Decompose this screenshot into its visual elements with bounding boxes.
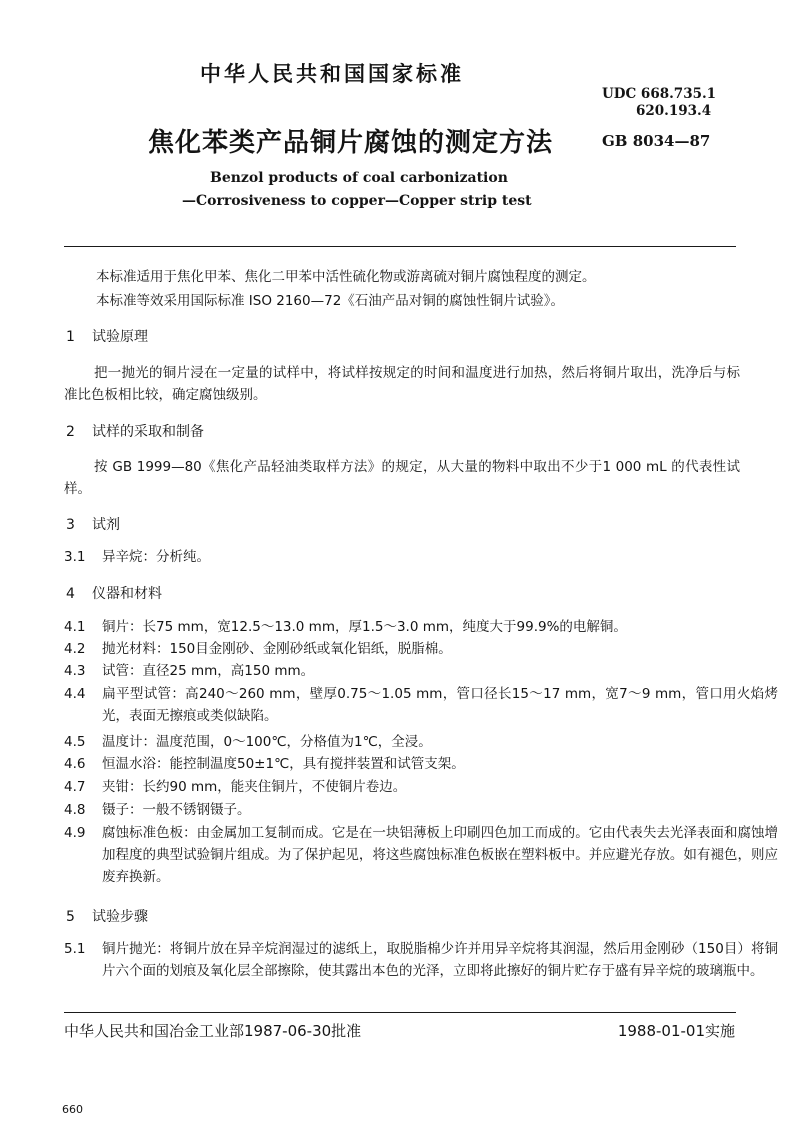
section-3-heading <box>66 514 120 534</box>
approval-statement: 中华人民共和国冶金工业部1987-06-30批准 <box>64 1022 362 1040</box>
scope-paragraph: 本标准适用于焦化甲苯、焦化二甲苯中活性硫化物或游离硫对铜片腐蚀程度的测定。 <box>96 269 596 285</box>
clause-number: 5.1 <box>64 941 86 957</box>
clause-4-3 <box>64 660 778 682</box>
section-number: 3 <box>66 517 75 533</box>
clause-number: 4.8 <box>64 802 86 818</box>
clause-text: 试管：直径25 mm，高150 mm。 <box>102 663 315 679</box>
clause-number: 4.2 <box>64 641 86 657</box>
section-number: 5 <box>66 909 75 925</box>
section-1-heading <box>66 326 148 346</box>
footer-divider <box>64 1012 736 1013</box>
section-5-heading <box>66 906 148 926</box>
clause-text: 温度计：温度范围，0～100℃，分格值为1℃，全浸。 <box>102 734 432 750</box>
section-1-text: 把一抛光的铜片浸在一定量的试样中，将试样按规定的时间和温度进行加热，然后将铜片取出，洗净后与标准比色板相比较，确定腐蚀级别。 <box>64 365 740 403</box>
section-4-heading <box>66 583 162 603</box>
clause-text: 铜片：长75 mm，宽12.5～13.0 mm，厚1.5～3.0 mm，纯度大于99.9%的电解铜。 <box>102 619 627 635</box>
equivalence-paragraph: 本标准等效采用国际标准 ISO 2160—72《石油产品对铜的腐蚀性铜片试验》。 <box>96 293 565 309</box>
section-title: 试剂 <box>92 517 120 533</box>
clause-text: 扁平型试管：高240～260 mm，壁厚0.75～1.05 mm，管口径长15～17 mm，宽7～9 mm，管口用火焰烤光，表面无擦痕或类似缺陷。 <box>102 686 778 724</box>
section-2-text: 按 GB 1999—80《焦化产品轻油类取样方法》的规定，从大量的物料中取出不少于1 000 mL 的代表性试样。 <box>64 459 740 497</box>
udc-code <box>602 86 716 120</box>
english-title-line-2: —Corrosiveness to copper—Copper strip test <box>182 193 532 209</box>
section-number: 2 <box>66 424 75 440</box>
clause-text: 夹钳：长约90 mm，能夹住铜片，不使铜片卷边。 <box>102 779 407 795</box>
clause-5-1 <box>64 938 778 982</box>
clause-4-5 <box>64 731 778 753</box>
clause-text: 抛光材料：150目金刚砂、金刚砂纸或氧化铝纸，脱脂棉。 <box>102 641 452 657</box>
clause-4-9 <box>64 822 778 888</box>
clause-number: 3.1 <box>64 549 86 565</box>
header-divider <box>64 246 736 247</box>
clause-text: 恒温水浴：能控制温度50±1℃，具有搅拌装置和试管支架。 <box>102 756 465 772</box>
english-title-line-1: Benzol products of coal carbonization <box>210 170 508 186</box>
section-number: 4 <box>66 586 75 602</box>
clause-number: 4.1 <box>64 619 86 635</box>
clause-4-8 <box>64 799 778 821</box>
section-title: 试样的采取和制备 <box>92 424 204 440</box>
clause-4-1 <box>64 616 778 638</box>
clause-text: 镊子：一般不锈钢镊子。 <box>102 802 251 818</box>
section-number: 1 <box>66 329 75 345</box>
section-title: 试验步骤 <box>92 909 148 925</box>
document-title: 焦化苯类产品铜片腐蚀的测定方法 <box>148 128 554 158</box>
clause-text: 异辛烷：分析纯。 <box>102 549 210 565</box>
effective-date: 1988-01-01实施 <box>617 1022 735 1040</box>
clause-number: 4.3 <box>64 663 86 679</box>
clause-number: 4.6 <box>64 756 86 772</box>
clause-4-6 <box>64 753 778 775</box>
clause-text: 腐蚀标准色板：由金属加工复制而成。它是在一块铝薄板上印刷四色加工而成的。它由代表失去光泽表面和腐蚀增加程度的典型试验铜片组成。为了保护起见，将这些腐蚀标准色板嵌在塑料板中。并应避光存放。如有褪色，则应废弃换新。 <box>102 825 778 885</box>
clause-number: 4.5 <box>64 734 86 750</box>
clause-4-2 <box>64 638 778 660</box>
clause-number: 4.9 <box>64 825 86 841</box>
udc-line-2: 620.193.4 <box>636 103 712 119</box>
clause-number: 4.7 <box>64 779 86 795</box>
clause-3-1 <box>64 546 778 568</box>
section-title: 试验原理 <box>92 329 148 345</box>
section-title: 仪器和材料 <box>92 586 162 602</box>
national-standard-heading: 中华人民共和国国家标准 <box>200 62 464 86</box>
clause-text: 铜片抛光：将铜片放在异辛烷润湿过的滤纸上，取脱脂棉少许并用异辛烷将其润湿，然后用金刚砂（150目）将铜片六个面的划痕及氧化层全部擦除，使其露出本色的光泽，立即将此擦好的铜片贮存于盛有异辛烷的玻璃瓶中。 <box>102 941 778 979</box>
section-2-heading <box>66 421 204 441</box>
page-number: 660 <box>62 1103 83 1116</box>
udc-line-1: UDC 668.735.1 <box>602 86 717 102</box>
clause-4-4 <box>64 683 778 727</box>
clause-number: 4.4 <box>64 686 86 702</box>
clause-4-7 <box>64 776 778 798</box>
gb-standard-number: GB 8034—87 <box>602 132 711 150</box>
